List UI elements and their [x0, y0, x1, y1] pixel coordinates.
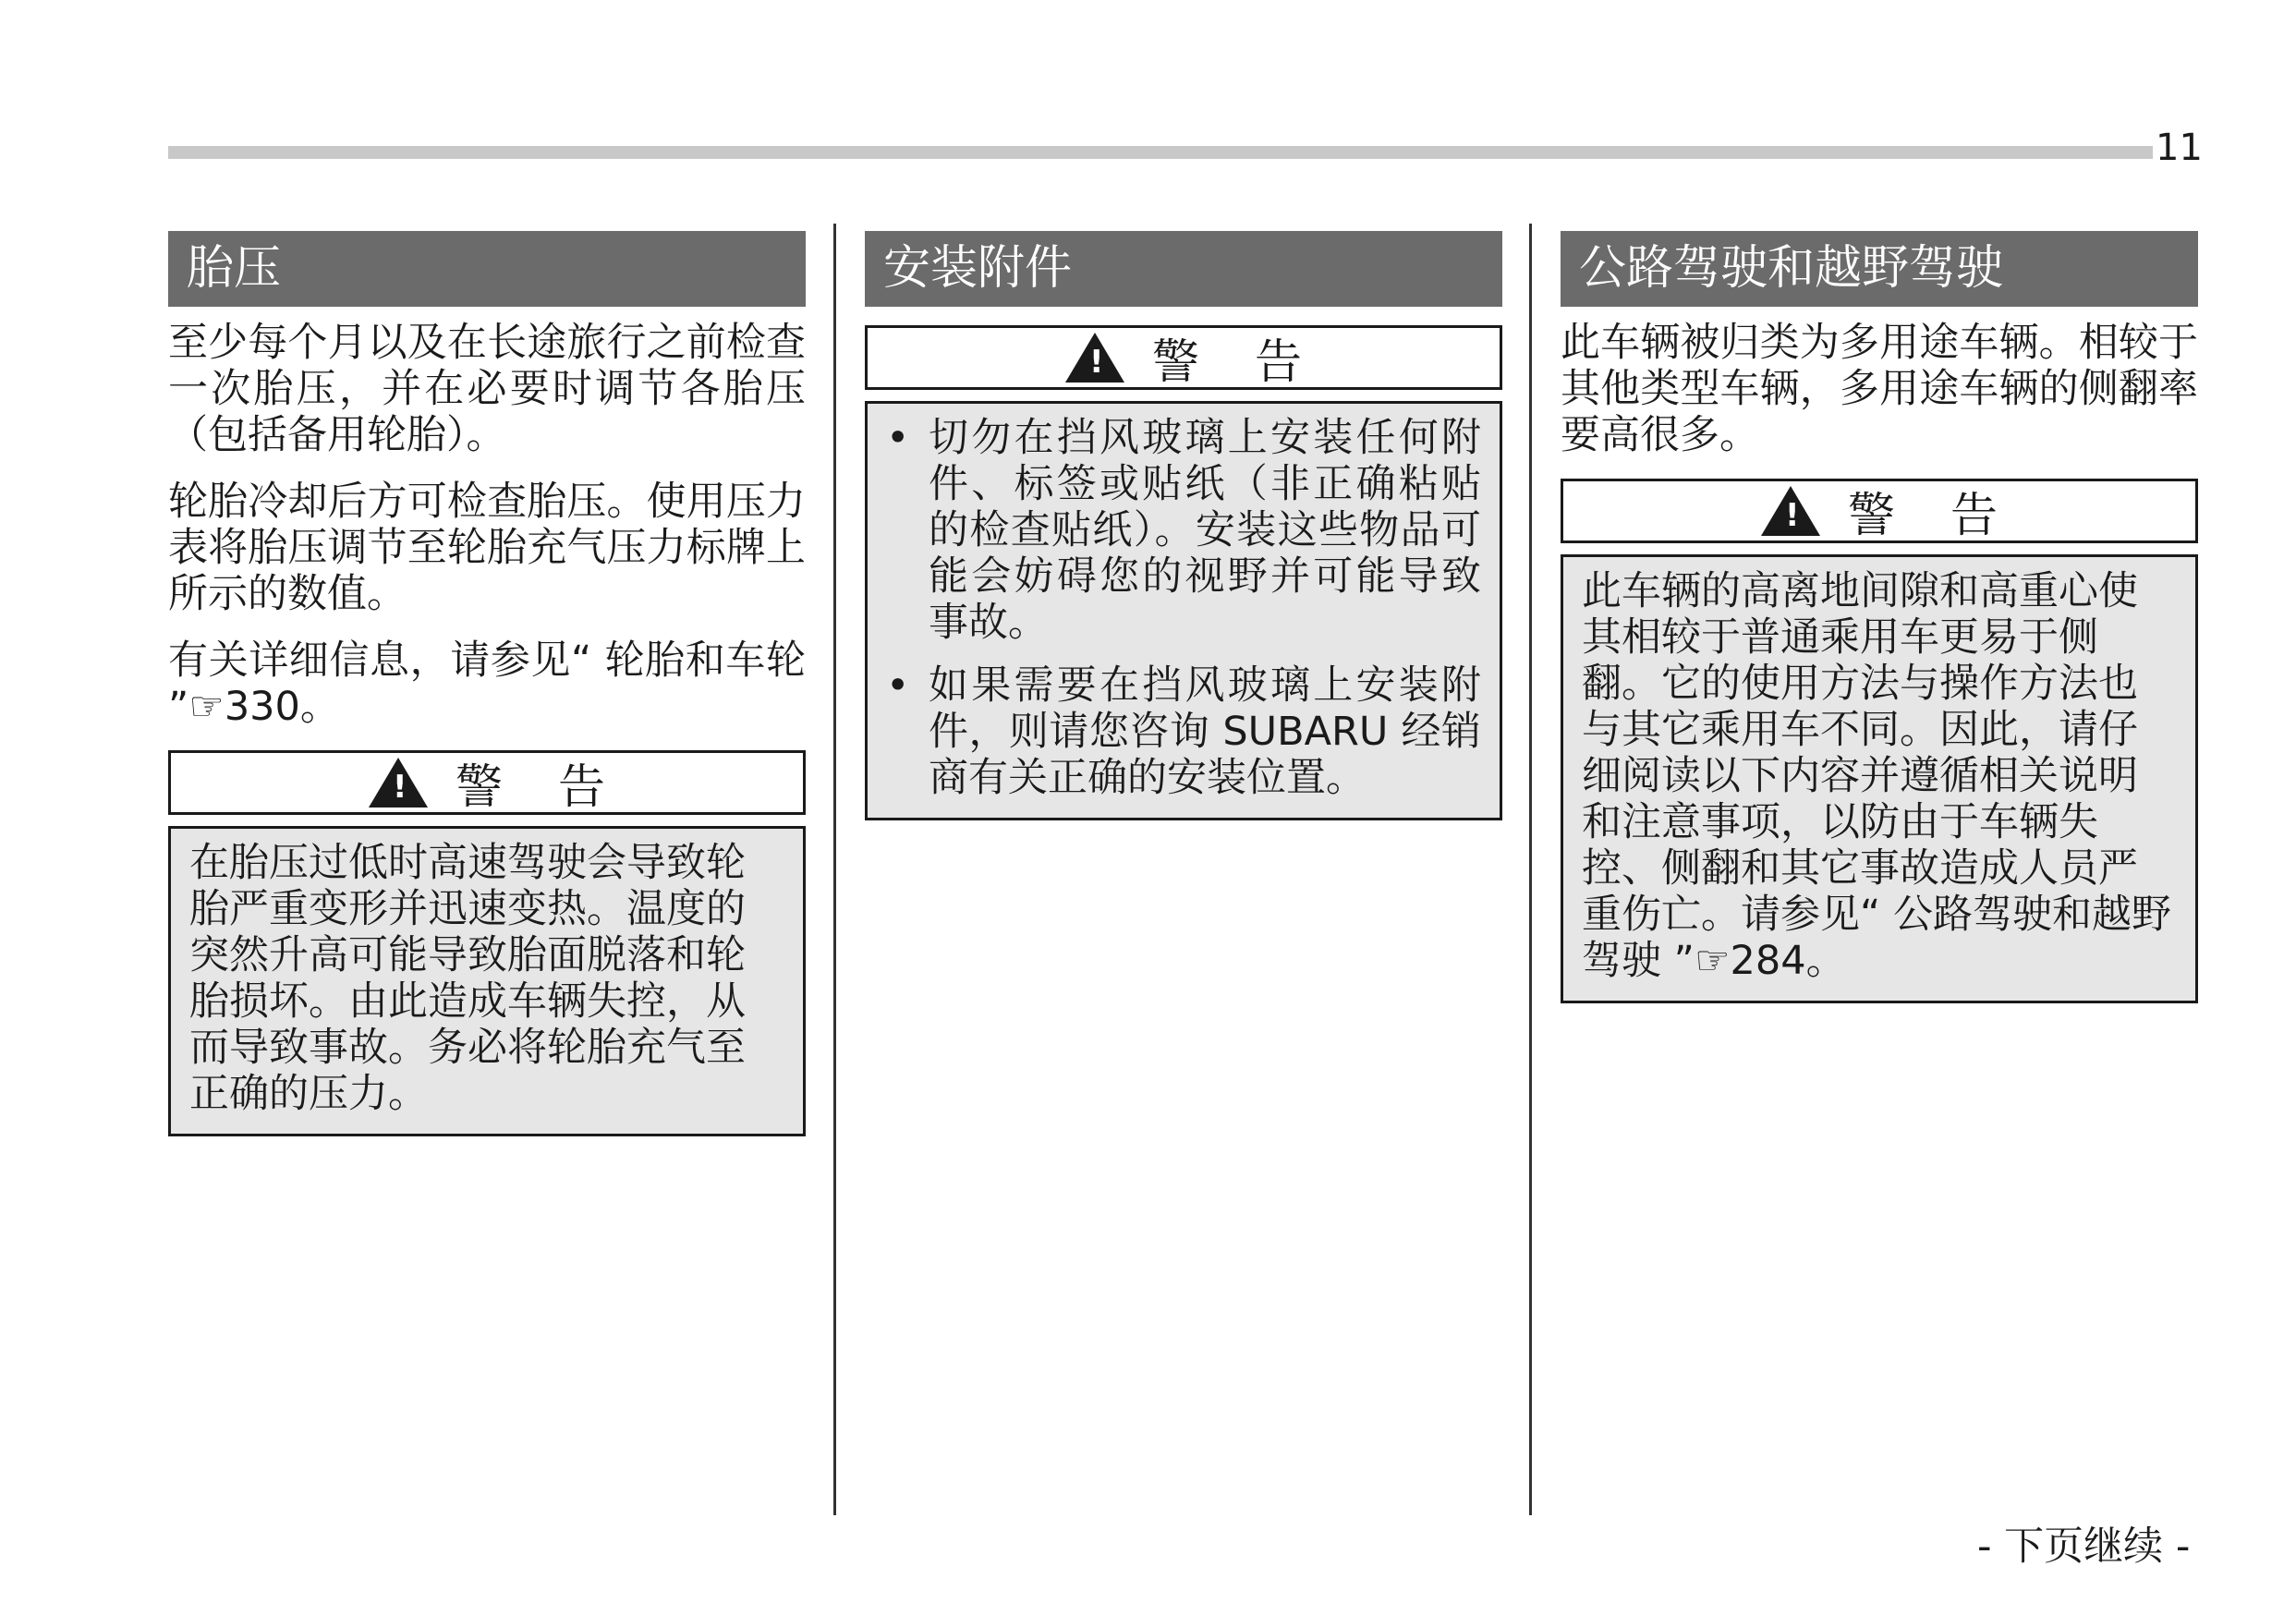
paragraph: 此车辆被归类为多用途车辆。相较于其他类型车辆，多用途车辆的侧翻率要高很多。 — [1561, 320, 2198, 458]
continued-note: - 下页继续 - — [1977, 1524, 2191, 1570]
warning-text: 此车辆的高离地间隙和高重心使其相较于普通乘用车更易于侧翻。它的使用方法与操作方法也与其它乘用车不同。因此，请仔细阅读以下内容并遵循相关说明和注意事项，以防由于车辆失控、侧翻和其它事故造成人员严重伤亡。请参见“ 公路驾驶和越野驾驶 ”☞284。 — [1561, 554, 2198, 1003]
warning-box — [865, 401, 1502, 820]
column-divider — [833, 224, 836, 1515]
warning-label: 警告 — [1847, 489, 2053, 543]
bullet-dot: • — [886, 662, 910, 709]
warning-title — [168, 750, 806, 815]
section-accessories — [865, 231, 1502, 820]
section-tire-pressure — [168, 231, 806, 1136]
paragraph: 轮胎冷却后方可检查胎压。使用压力表将胎压调节至轮胎充气压力标牌上所示的数值。 — [168, 479, 806, 617]
warning-text: 在胎压过低时高速驾驶会导致轮胎严重变形并迅速变热。温度的突然升高可能导致胎面脱落和轮胎损坏。由此造成车辆失控，从而导致事故。务必将轮胎充气至正确的压力。 — [168, 826, 806, 1136]
section-heading: 安装附件 — [865, 231, 1502, 307]
bullet-item — [886, 415, 1481, 646]
section-heading: 胎压 — [168, 231, 806, 307]
header-rule — [168, 146, 2153, 159]
warning-title — [1561, 479, 2198, 543]
warning-label: 警告 — [1151, 335, 1357, 390]
bullet-item — [886, 662, 1481, 801]
warning-triangle-icon: ! — [1065, 333, 1124, 382]
bullet-text: 切勿在挡风玻璃上安装任何附件、标签或贴纸（非正确粘贴的检查贴纸）。安装这些物品可能会妨碍您的视野并可能导致事故。 — [929, 415, 1481, 646]
section-heading: 公路驾驶和越野驾驶 — [1561, 231, 2198, 307]
bullet-text: 如果需要在挡风玻璃上安装附件，则请您咨询 SUBARU 经销商有关正确的安装位置。 — [929, 662, 1481, 801]
page-number: 11 — [2156, 127, 2203, 169]
warning-triangle-icon: ! — [1761, 486, 1820, 536]
bullet-dot: • — [886, 415, 910, 461]
warning-label: 警告 — [455, 760, 661, 815]
paragraph: 有关详细信息，请参见“ 轮胎和车轮 ”☞330。 — [168, 638, 806, 730]
warning-title — [865, 325, 1502, 390]
paragraph: 至少每个月以及在长途旅行之前检查一次胎压，并在必要时调节各胎压（包括备用轮胎）。 — [168, 320, 806, 458]
warning-triangle-icon: ! — [369, 758, 428, 808]
section-on-off-road — [1561, 231, 2198, 1003]
column-divider — [1529, 224, 1532, 1515]
